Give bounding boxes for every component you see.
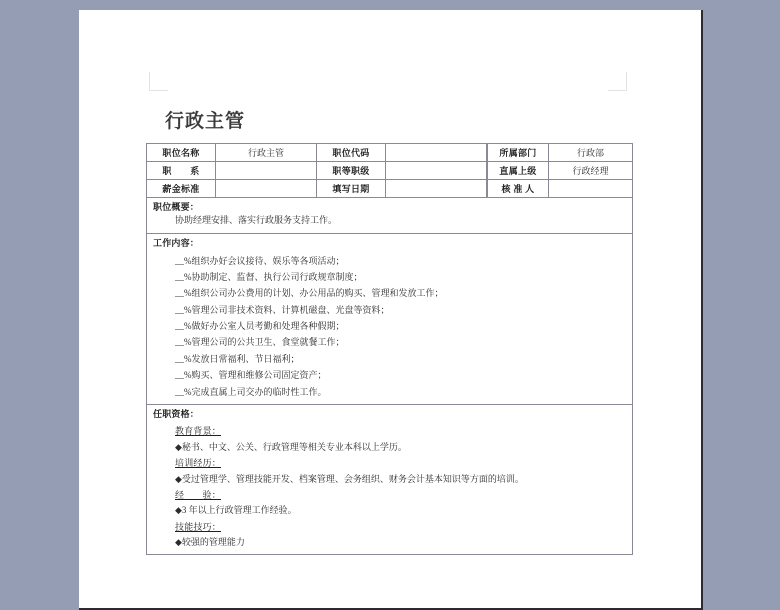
table-field-value[interactable] [386, 144, 488, 162]
qualification-group-label: 技能技巧： [175, 521, 222, 532]
table-field-label: 所属部门 [487, 144, 549, 162]
table-row [147, 144, 633, 162]
table-field-label: 薪金标准 [147, 180, 216, 198]
duties-section [147, 234, 633, 405]
duties-section-cell [147, 234, 633, 405]
qualifications-section-cell [147, 404, 633, 555]
document-page [79, 10, 703, 610]
list-item: __%管理公司非技术资料、计算机磁盘、光盘等资料； [175, 304, 390, 315]
table-field-label: 职位代码 [317, 144, 386, 162]
margin-crop-mark-top-left [149, 72, 168, 91]
table-field-value[interactable] [386, 180, 488, 198]
summary-body: 协助经理安排、落实行政服务支持工作。 [175, 215, 338, 226]
qualification-group-label: 经 验： [175, 489, 222, 500]
list-item: __%组织公司办公费用的计划、办公用品的购买、管理和发放工作； [175, 288, 444, 299]
table-field-value[interactable]: 行政主管 [216, 144, 317, 162]
list-item: ◆较强的管理能力 [175, 537, 245, 548]
list-item: ◆秘书、中文、公关、行政管理等相关专业本科以上学历。 [175, 441, 407, 452]
qualifications-heading: 任职资格： [153, 408, 200, 419]
table-field-label: 填写日期 [317, 180, 386, 198]
qualification-group-label: 教育背景： [175, 426, 222, 437]
list-item: __%发放日常福利、节日福利； [175, 353, 300, 364]
list-item: __%管理公司的公共卫生、食堂就餐工作； [175, 337, 345, 348]
qualification-group [153, 519, 632, 534]
duties-heading: 工作内容： [153, 238, 200, 249]
table-field-label: 职 系 [147, 162, 216, 180]
table-field-value[interactable]: 行政部 [549, 144, 633, 162]
qualification-group-label: 培训经历： [175, 458, 222, 469]
page-title: 行政主管 [165, 111, 246, 132]
qualification-group [153, 423, 632, 438]
list-item: __%组织办好会议接待、娱乐等各项活动； [175, 255, 345, 266]
table-field-label: 直属上级 [487, 162, 549, 180]
table-field-value[interactable]: 行政经理 [549, 162, 633, 180]
list-item: ◆3 年以上行政管理工作经验。 [175, 505, 297, 516]
list-item: __%完成直属上司交办的临时性工作。 [175, 386, 327, 397]
qualifications-section [147, 404, 633, 555]
summary-section [147, 198, 633, 234]
table-field-value[interactable] [216, 162, 317, 180]
summary-heading: 职位概要： [153, 202, 200, 212]
table-row [147, 180, 633, 198]
list-item: __%做好办公室人员考勤和处理各种假期； [175, 321, 345, 332]
table-row [147, 162, 633, 180]
list-item: __%协助制定、监督、执行公司行政规章制度； [175, 272, 363, 283]
qualification-group [153, 455, 632, 470]
list-item: ◆受过管理学、管理技能开发、档案管理、会务组织、财务会计基本知识等方面的培训。 [175, 473, 524, 484]
table-field-value[interactable] [549, 180, 633, 198]
table-field-value[interactable] [386, 162, 488, 180]
job-info-table [146, 143, 633, 555]
table-field-label: 核 准 人 [487, 180, 549, 198]
table-field-label: 职位名称 [147, 144, 216, 162]
table-field-label: 职等职级 [317, 162, 386, 180]
margin-crop-mark-top-right [608, 72, 627, 91]
table-field-value[interactable] [216, 180, 317, 198]
list-item: __%购买、管理和维修公司固定资产； [175, 370, 327, 381]
summary-section-cell [147, 198, 633, 234]
job-info-table-body [147, 144, 633, 555]
qualification-group [153, 487, 632, 502]
